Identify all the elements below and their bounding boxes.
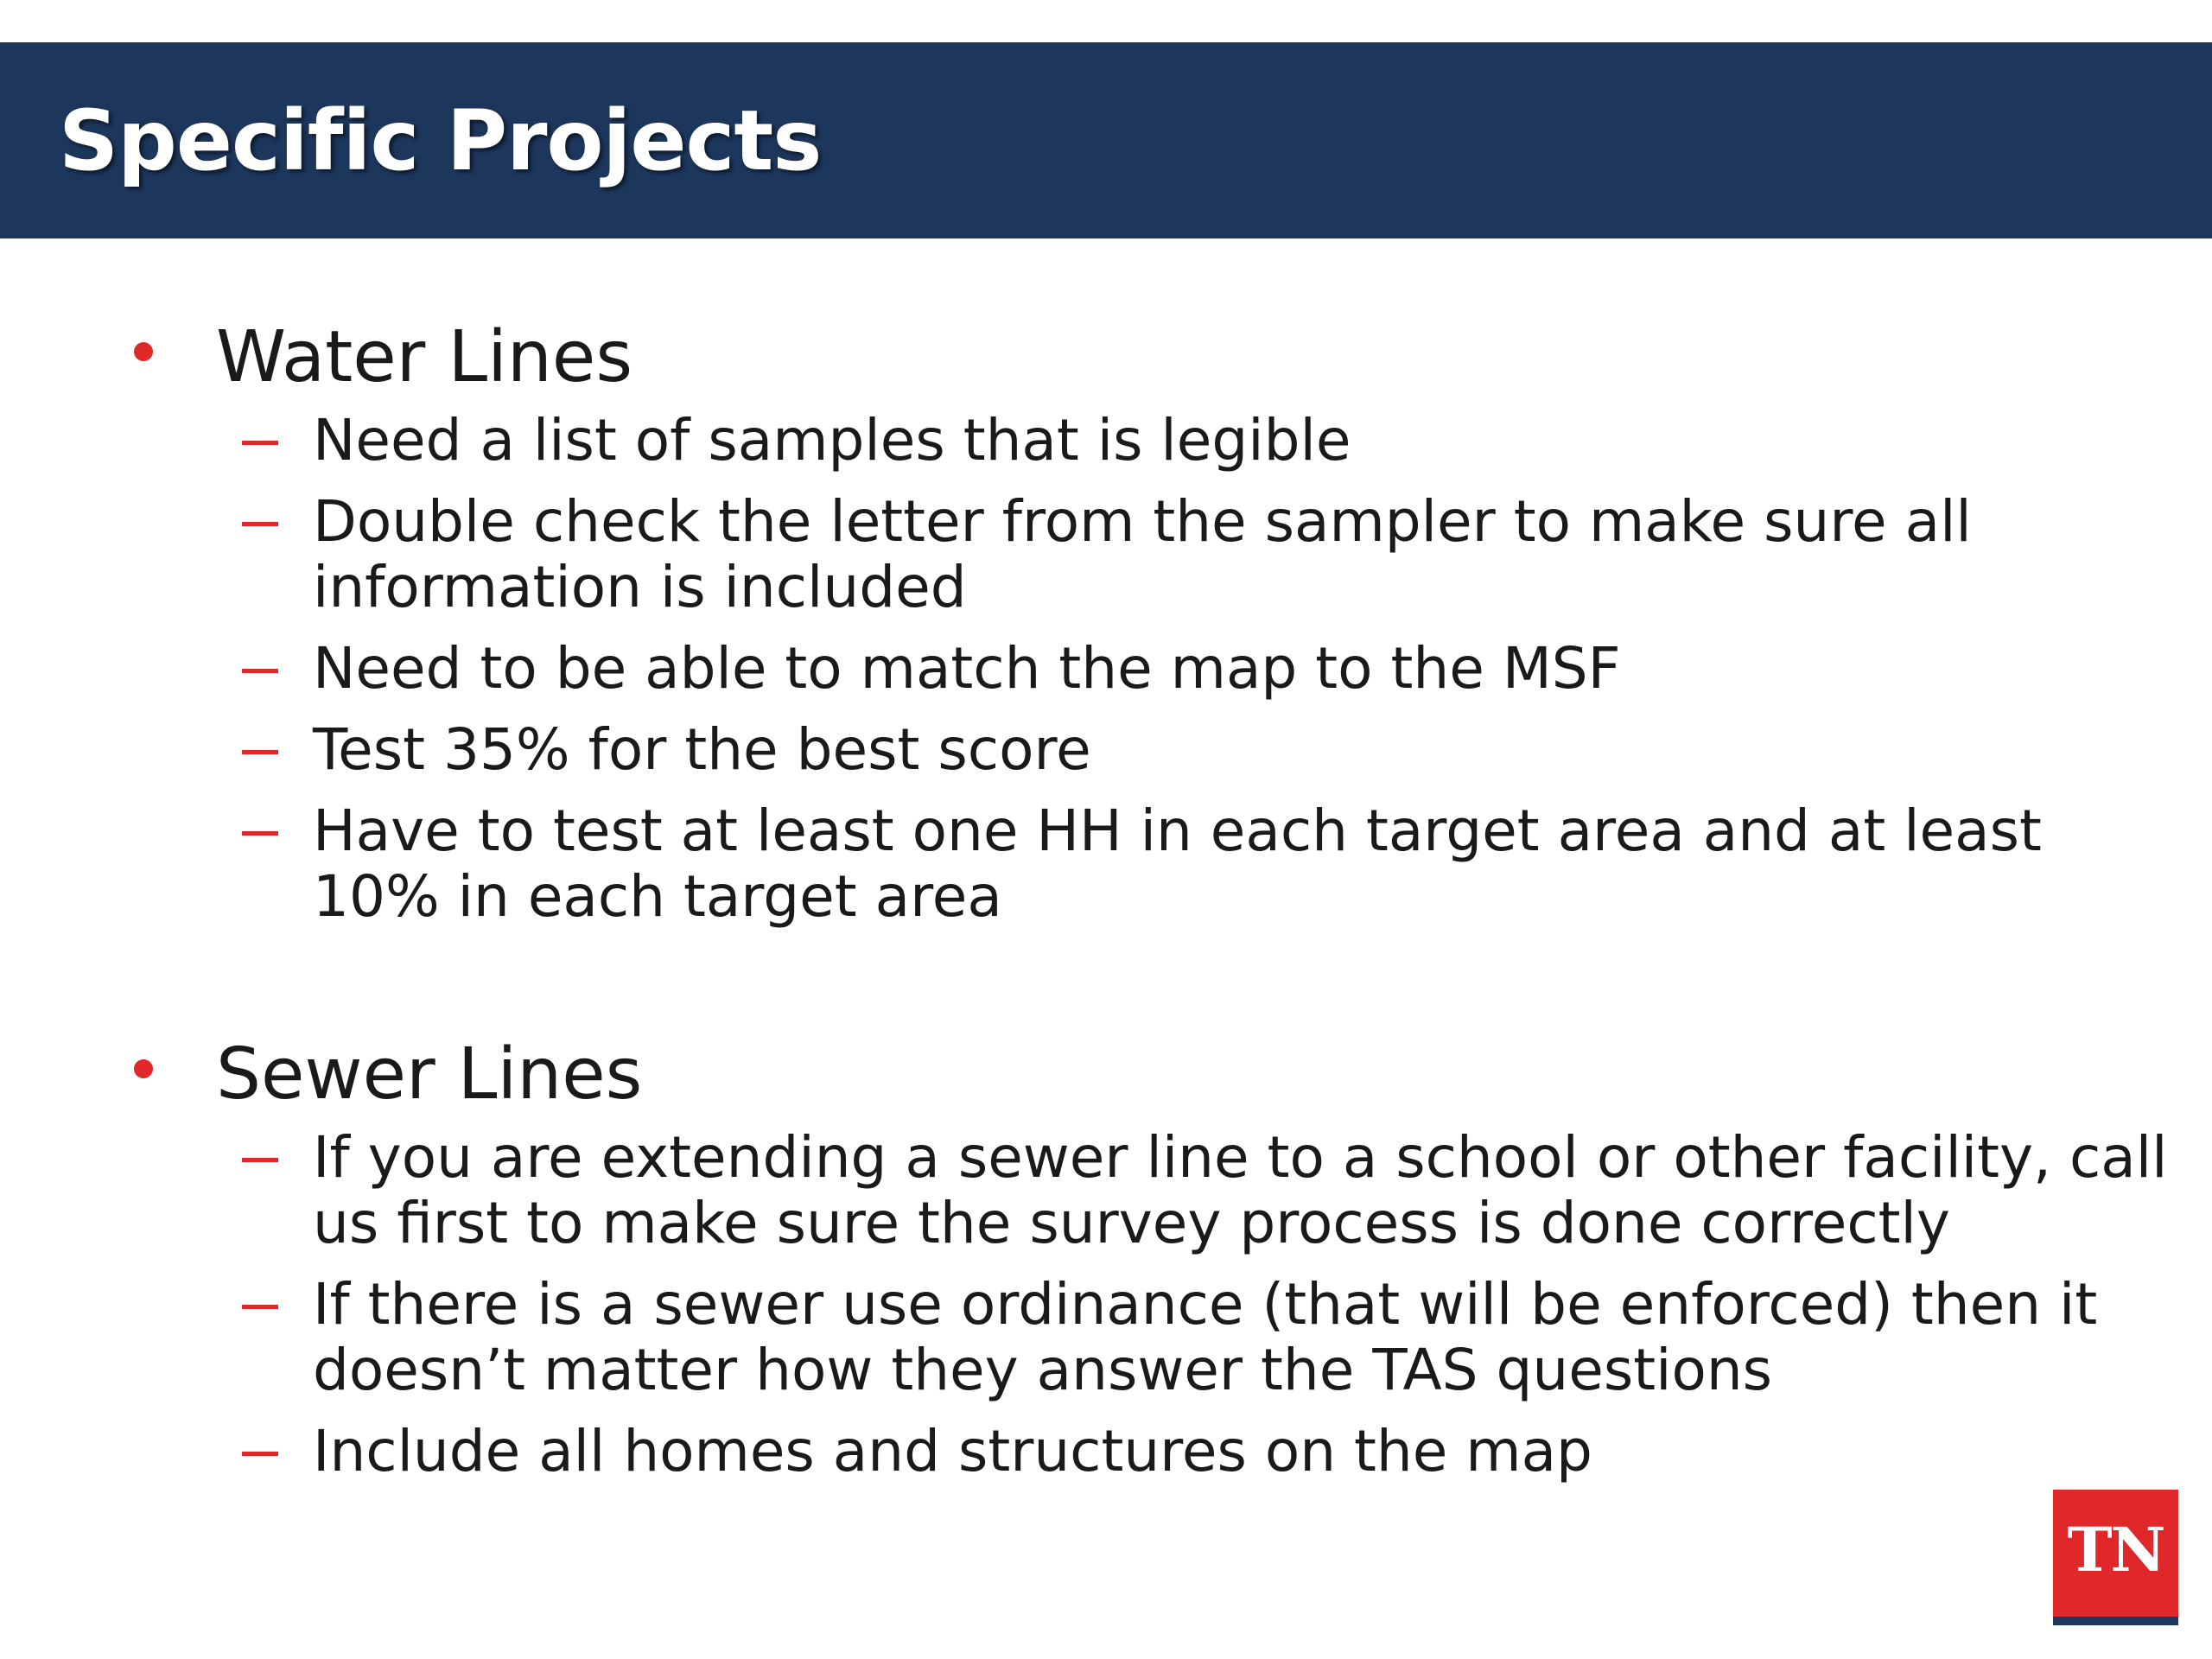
logo-text: TN bbox=[2067, 1514, 2164, 1586]
section-heading-row bbox=[0, 313, 2212, 408]
dash-bullet-icon bbox=[242, 522, 278, 526]
dash-bullet-icon bbox=[242, 669, 278, 673]
list-item bbox=[0, 636, 2171, 702]
list-item-text: Need to be able to match the map to the MSF bbox=[313, 635, 1621, 702]
section-heading: Water Lines bbox=[216, 316, 633, 398]
bullet-dot-icon bbox=[134, 1059, 153, 1078]
dash-bullet-icon bbox=[242, 1452, 278, 1456]
list-item bbox=[0, 1419, 2171, 1484]
list-item-text: If there is a sewer use ordinance (that will be enforced) then it doesn’t matter how they answer the TAS questions bbox=[313, 1271, 2098, 1403]
section-sewer-lines bbox=[0, 1030, 2212, 1500]
list-item bbox=[0, 1125, 2171, 1256]
list-item bbox=[0, 489, 2171, 620]
section-water-lines bbox=[0, 313, 2212, 945]
list-item-text: Include all homes and structures on the map bbox=[313, 1418, 1592, 1484]
dash-bullet-icon bbox=[242, 750, 278, 754]
list-item-text: Need a list of samples that is legible bbox=[313, 407, 1351, 474]
list-item bbox=[0, 717, 2171, 783]
dash-bullet-icon bbox=[242, 831, 278, 836]
list-item bbox=[0, 1272, 2171, 1403]
section-heading-row bbox=[0, 1030, 2212, 1125]
section-heading: Sewer Lines bbox=[216, 1033, 643, 1116]
list-item-text: Test 35% for the best score bbox=[313, 716, 1091, 783]
sub-bullet-list bbox=[0, 1125, 2212, 1484]
dash-bullet-icon bbox=[242, 1158, 278, 1162]
tennessee-state-logo-icon bbox=[2053, 1490, 2178, 1625]
list-item-text: If you are extending a sewer line to a school or other facility, call us first to make sure the survey process is done correctly bbox=[313, 1124, 2168, 1256]
dash-bullet-icon bbox=[242, 1305, 278, 1309]
slide-title: Specific Projects bbox=[59, 92, 822, 189]
list-item-text: Double check the letter from the sampler to make sure all information is included bbox=[313, 488, 1972, 620]
dash-bullet-icon bbox=[242, 441, 278, 445]
list-item-text: Have to test at least one HH in each target area and at least 10% in each target area bbox=[313, 798, 2042, 930]
sub-bullet-list bbox=[0, 408, 2212, 930]
list-item bbox=[0, 408, 2171, 474]
list-item bbox=[0, 798, 2171, 930]
bullet-dot-icon bbox=[134, 342, 153, 361]
